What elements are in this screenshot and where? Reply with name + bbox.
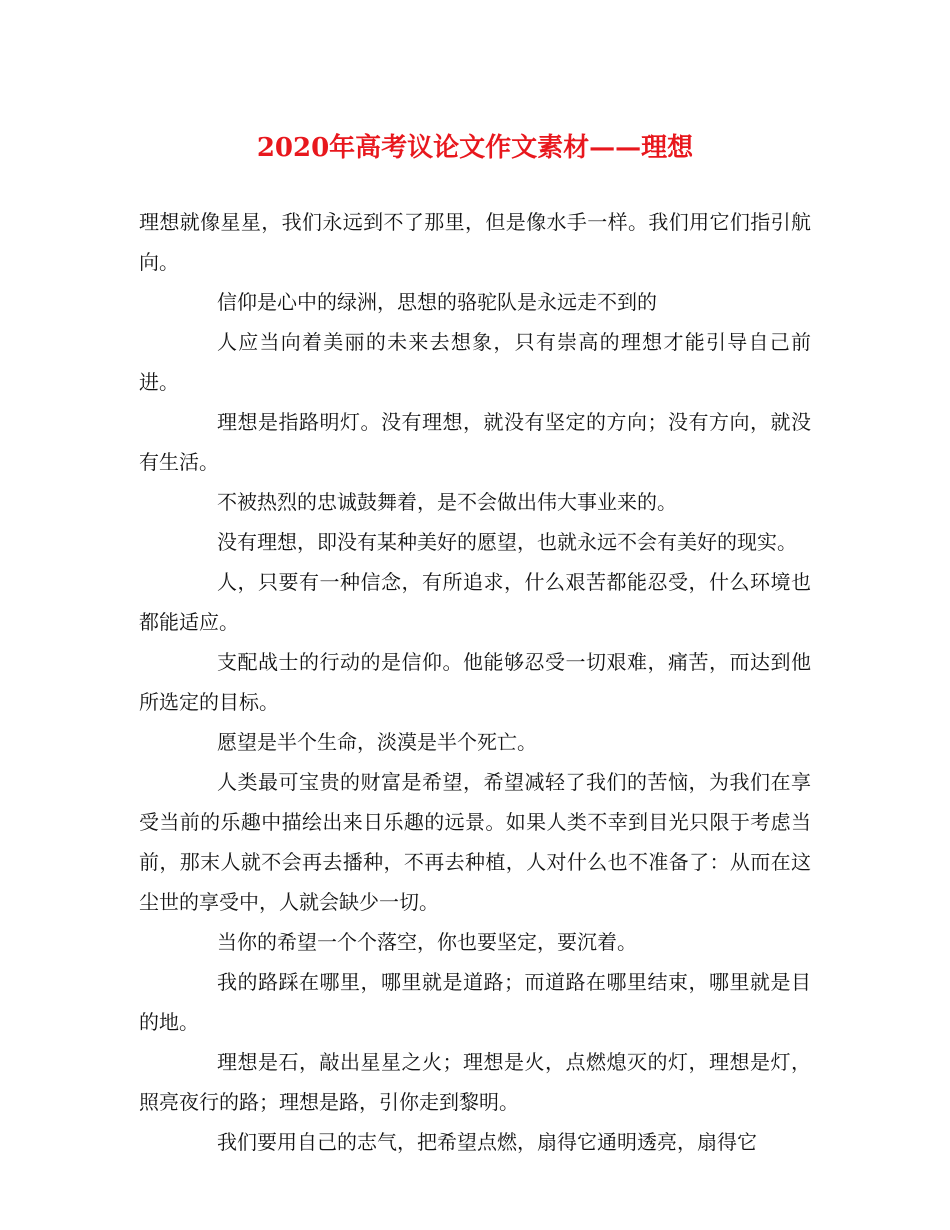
paragraph: 理想就像星星，我们永远到不了那里，但是像水手一样。我们用它们指引航向。 bbox=[139, 210, 811, 274]
paragraph: 当你的希望一个个落空，你也要坚定，要沉着。 bbox=[217, 930, 637, 954]
paragraph: 不被热烈的忠诚鼓舞着，是不会做出伟大事业来的。 bbox=[217, 490, 677, 514]
paragraph: 没有理想，即没有某种美好的愿望，也就永远不会有美好的现实。 bbox=[217, 530, 797, 554]
paragraph: 人，只要有一种信念，有所追求，什么艰苦都能忍受，什么环境也都能适应。 bbox=[139, 570, 811, 634]
paragraph: 人应当向着美丽的未来去想象，只有崇高的理想才能引导自己前进。 bbox=[139, 330, 811, 394]
paragraph: 理想是指路明灯。没有理想，就没有坚定的方向；没有方向，就没有生活。 bbox=[139, 410, 811, 474]
paragraph: 理想是石，敲出星星之火；理想是火，点燃熄灭的灯，理想是灯，照亮夜行的路；理想是路，引你走到黎明。 bbox=[139, 1050, 811, 1114]
document-title: 2020年高考议论文作文素材——理想 bbox=[256, 133, 694, 163]
paragraph: 我们要用自己的志气，把希望点燃，扇得它通明透亮，扇得它 bbox=[217, 1130, 757, 1154]
paragraph: 人类最可宝贵的财富是希望，希望减轻了我们的苦恼，为我们在享受当前的乐趣中描绘出来日乐趣的远景。如果人类不幸到目光只限于考虑当前，那末人就不会再去播种，不再去种植，人对什么也不准备了：从而在这尘世的享受中，人就会缺少一切。 bbox=[139, 770, 811, 914]
paragraph: 支配战士的行动的是信仰。他能够忍受一切艰难，痛苦，而达到他所选定的目标。 bbox=[139, 650, 811, 714]
document-body bbox=[139, 202, 811, 1162]
paragraph: 信仰是心中的绿洲，思想的骆驼队是永远走不到的 bbox=[217, 290, 657, 314]
paragraph: 我的路踩在哪里，哪里就是道路；而道路在哪里结束，哪里就是目的地。 bbox=[139, 970, 811, 1034]
paragraph: 愿望是半个生命，淡漠是半个死亡。 bbox=[217, 730, 537, 754]
